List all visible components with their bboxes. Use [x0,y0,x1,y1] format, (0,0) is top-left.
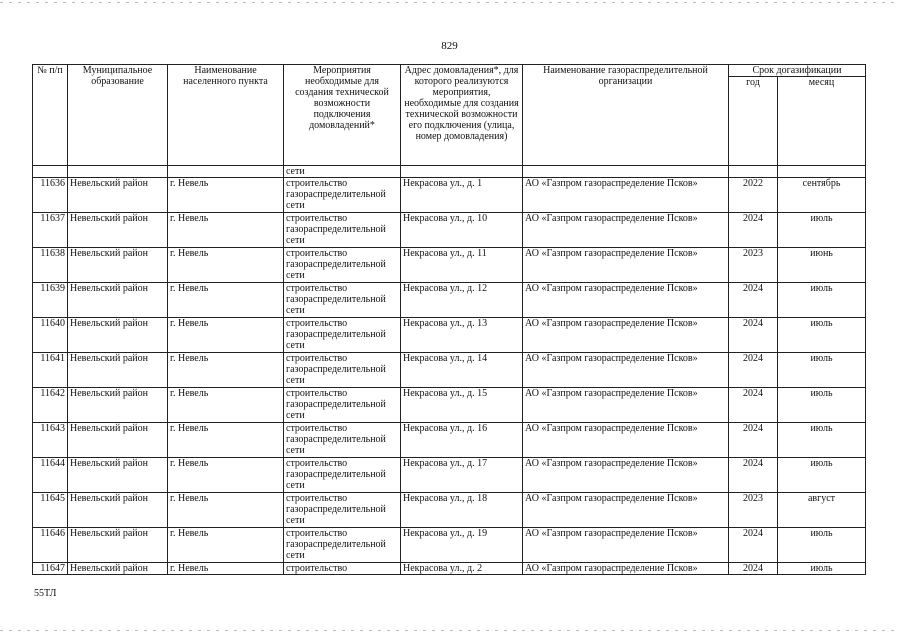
cell-month: сентябрь [778,178,866,213]
cell-address: Некрасова ул., д. 18 [401,493,523,528]
cell-organization: АО «Газпром газораспределение Псков» [523,178,729,213]
cell-organization: АО «Газпром газораспределение Псков» [523,248,729,283]
cell-measure: строительство газораспределительной сети [284,388,401,423]
cell-num: 11638 [33,248,68,283]
cell-month: июль [778,213,866,248]
cell-measure: строительство газораспределительной сети [284,178,401,213]
header-month: месяц [778,77,866,166]
cell-year: 2022 [729,178,778,213]
header-measures: Мероприятия необходимые для создания технической возможности подключения домовладений* [284,65,401,166]
cell-settlement: г. Невель [168,493,284,528]
cell-municipality: Невельский район [68,458,168,493]
cell-organization: АО «Газпром газораспределение Псков» [523,458,729,493]
page-number: 829 [441,40,458,52]
gasification-register-table [32,64,866,575]
cell-year: 2023 [729,493,778,528]
cell-settlement: г. Невель [168,458,284,493]
cell-month: июль [778,563,866,575]
cell-num: 11647 [33,563,68,575]
cell-settlement: г. Невель [168,528,284,563]
cell-organization: АО «Газпром газораспределение Псков» [523,493,729,528]
cell-measure: строительство [284,563,401,575]
table-row [33,388,866,423]
cell-measure: строительство газораспределительной сети [284,213,401,248]
cell-num: 11637 [33,213,68,248]
cell-address: Некрасова ул., д. 17 [401,458,523,493]
cell-month: июль [778,353,866,388]
cell-measure: строительство газораспределительной сети [284,458,401,493]
cell-measure: строительство газораспределительной сети [284,353,401,388]
cell-year: 2024 [729,563,778,575]
cell-num: 11643 [33,423,68,458]
header-address: Адрес домовладения*, для которого реализуются мероприятия, необходимые для создания технической возможности его подключения (улица, номер домовладения) [401,65,523,166]
cell-settlement: г. Невель [168,318,284,353]
scan-edge-top [0,2,899,3]
header-term: Срок догазификации [729,65,866,77]
cell-num: 11641 [33,353,68,388]
table-row [33,563,866,575]
cell-year: 2024 [729,283,778,318]
cell-settlement: г. Невель [168,388,284,423]
footer-code: 55ТЛ [34,588,57,599]
cell-settlement: г. Невель [168,248,284,283]
table-row [33,213,866,248]
cell-num: 11639 [33,283,68,318]
cell-address: Некрасова ул., д. 16 [401,423,523,458]
cell-settlement: г. Невель [168,283,284,318]
cell-organization: АО «Газпром газораспределение Псков» [523,353,729,388]
cell-municipality: Невельский район [68,493,168,528]
cell-settlement: г. Невель [168,178,284,213]
cell-organization: АО «Газпром газораспределение Псков» [523,283,729,318]
table-row [33,318,866,353]
table-row [33,493,866,528]
cell-municipality: Невельский район [68,248,168,283]
cell-municipality: Невельский район [68,388,168,423]
cell-num: 11646 [33,528,68,563]
cell-settlement: г. Невель [168,213,284,248]
cell-measure: строительство газораспределительной сети [284,318,401,353]
cell-municipality: Невельский район [68,563,168,575]
cell-year: 2024 [729,318,778,353]
cell-municipality: Невельский район [68,283,168,318]
cell-year: 2023 [729,248,778,283]
cell-address: Некрасова ул., д. 10 [401,213,523,248]
cell-organization: АО «Газпром газораспределение Псков» [523,213,729,248]
table-row [33,283,866,318]
cell-month: июль [778,528,866,563]
cell-num: 11644 [33,458,68,493]
header-year: год [729,77,778,166]
cell-address: Некрасова ул., д. 15 [401,388,523,423]
table-row [33,248,866,283]
cell-address: Некрасова ул., д. 19 [401,528,523,563]
cell-measure: строительство газораспределительной сети [284,248,401,283]
cell-month: июль [778,423,866,458]
cell-month: август [778,493,866,528]
cell-year: 2024 [729,388,778,423]
table-row [33,178,866,213]
cell-municipality: Невельский район [68,318,168,353]
cell-municipality: Невельский район [68,423,168,458]
cell-address: Некрасова ул., д. 2 [401,563,523,575]
cell-address: Некрасова ул., д. 12 [401,283,523,318]
table-row [33,353,866,388]
cell-organization: АО «Газпром газораспределение Псков» [523,528,729,563]
continuation-row [33,166,866,178]
cell-num: 11640 [33,318,68,353]
cell-measure: строительство газораспределительной сети [284,528,401,563]
continuation-measure: сети [284,166,401,178]
cell-organization: АО «Газпром газораспределение Псков» [523,318,729,353]
cell-organization: АО «Газпром газораспределение Псков» [523,388,729,423]
table-row [33,423,866,458]
cell-measure: строительство газораспределительной сети [284,423,401,458]
cell-num: 11645 [33,493,68,528]
cell-year: 2024 [729,353,778,388]
cell-settlement: г. Невель [168,423,284,458]
cell-address: Некрасова ул., д. 1 [401,178,523,213]
cell-year: 2024 [729,423,778,458]
cell-month: июль [778,388,866,423]
cell-month: июль [778,318,866,353]
header-num: № п/п [33,65,68,166]
header-settlement: Наименование населенного пункта [168,65,284,166]
cell-num: 11642 [33,388,68,423]
cell-municipality: Невельский район [68,353,168,388]
cell-municipality: Невельский район [68,213,168,248]
header-organization: Наименование газораспределительной организации [523,65,729,166]
cell-measure: строительство газораспределительной сети [284,283,401,318]
cell-address: Некрасова ул., д. 13 [401,318,523,353]
scan-edge-bottom [0,630,899,631]
cell-address: Некрасова ул., д. 11 [401,248,523,283]
cell-year: 2024 [729,213,778,248]
cell-address: Некрасова ул., д. 14 [401,353,523,388]
cell-municipality: Невельский район [68,178,168,213]
cell-organization: АО «Газпром газораспределение Псков» [523,423,729,458]
cell-month: июль [778,458,866,493]
cell-organization: АО «Газпром газораспределение Псков» [523,563,729,575]
cell-measure: строительство газораспределительной сети [284,493,401,528]
header-municipality: Муниципальное образование [68,65,168,166]
cell-year: 2024 [729,528,778,563]
cell-month: июль [778,283,866,318]
cell-num: 11636 [33,178,68,213]
cell-municipality: Невельский район [68,528,168,563]
cell-month: июнь [778,248,866,283]
cell-settlement: г. Невель [168,563,284,575]
cell-settlement: г. Невель [168,353,284,388]
cell-year: 2024 [729,458,778,493]
table-row [33,458,866,493]
table-row [33,528,866,563]
